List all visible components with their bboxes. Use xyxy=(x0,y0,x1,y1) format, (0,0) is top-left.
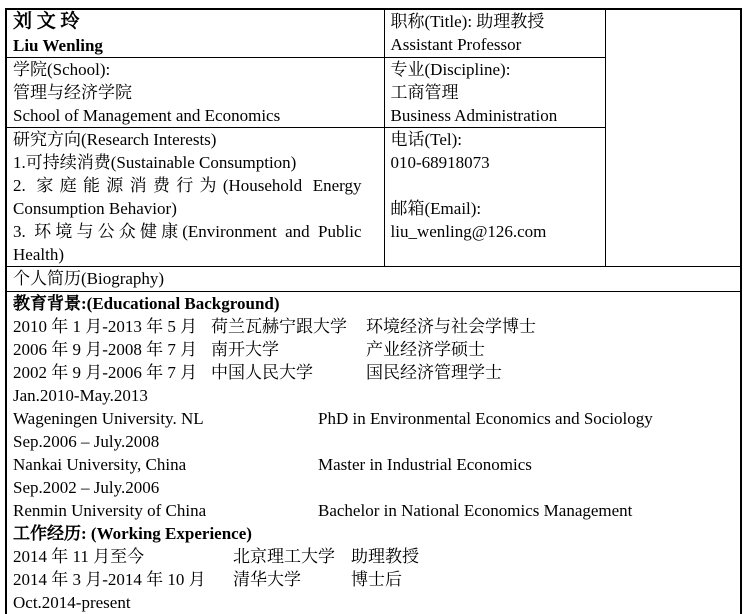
school-name-english: School of Management and Economics xyxy=(13,106,281,125)
education-dates: 2010 年 1 月-2013 年 5 月 xyxy=(13,317,198,336)
education-entry-cn xyxy=(13,361,734,384)
work-dates: 2014 年 3 月-2014 年 10 月 xyxy=(13,570,206,589)
work-institution: 清华大学 xyxy=(233,570,301,589)
work-entry xyxy=(13,568,734,591)
school-label: 学院(School): xyxy=(13,60,111,79)
profile-table xyxy=(5,8,742,614)
research-interest-item: 2. 家庭能源消费行为(Household Energy Consumption Behavior) xyxy=(13,176,362,218)
education-entry-en xyxy=(13,453,734,476)
education-degree: PhD in Environmental Economics and Sociology xyxy=(318,409,653,428)
discipline-english: Business Administration xyxy=(390,106,558,125)
title-line-english: Assistant Professor xyxy=(390,35,522,54)
education-institution: Nankai University, China xyxy=(13,455,187,474)
education-entry-en xyxy=(13,407,734,430)
name-chinese: 刘 文 玲 xyxy=(13,11,80,32)
school-cell xyxy=(6,58,384,128)
work-entry xyxy=(13,591,734,614)
research-interest-item: 3. 环境与公众健康(Environment and Public Health) xyxy=(13,222,362,264)
photo-placeholder-cell xyxy=(605,9,741,267)
discipline-cell xyxy=(384,58,605,128)
education-entry-en xyxy=(13,499,734,522)
education-dates: Sep.2006 – July.2008 xyxy=(13,432,160,451)
email-value: liu_wenling@126.com xyxy=(390,222,547,241)
education-degree: 环境经济与社会学博士 xyxy=(366,317,536,336)
name-english: Liu Wenling xyxy=(13,36,103,55)
biography-header: 个人简历(Biography) xyxy=(13,269,165,288)
work-institution: 北京理工大学 xyxy=(233,547,335,566)
education-institution: Wageningen University. NL xyxy=(13,409,204,428)
education-entry-en xyxy=(13,384,734,407)
tel-label: 电话(Tel): xyxy=(390,130,463,149)
discipline-label: 专业(Discipline): xyxy=(390,60,511,79)
work-dates: Oct.2014-present xyxy=(13,593,131,612)
work-position: 博士后 xyxy=(351,570,402,589)
education-dates: Sep.2002 – July.2006 xyxy=(13,478,160,497)
education-dates: Jan.2010-May.2013 xyxy=(13,386,148,405)
education-entry-en xyxy=(13,476,734,499)
research-interest-item: 1.可持续消费(Sustainable Consumption) xyxy=(13,153,297,172)
education-section-header: 教育背景:(Educational Background) xyxy=(13,294,280,313)
research-interests-cell xyxy=(6,128,384,267)
work-section-header: 工作经历: (Working Experience) xyxy=(13,524,252,543)
education-entry-en xyxy=(13,430,734,453)
education-dates: 2006 年 9 月-2008 年 7 月 xyxy=(13,340,198,359)
discipline-chinese: 工商管理 xyxy=(390,83,459,102)
education-institution: 南开大学 xyxy=(211,340,279,359)
education-degree: Bachelor in National Economics Management xyxy=(318,501,633,520)
education-degree: 国民经济管理学士 xyxy=(366,363,502,382)
education-degree: Master in Industrial Economics xyxy=(318,455,532,474)
education-institution: 荷兰瓦赫宁跟大学 xyxy=(211,317,347,336)
school-name-chinese: 管理与经济学院 xyxy=(13,83,132,102)
education-entry-cn xyxy=(13,338,734,361)
biography-body-cell xyxy=(6,292,741,614)
blank-line xyxy=(391,174,599,197)
work-dates: 2014 年 11 月至今 xyxy=(13,547,145,566)
work-entry xyxy=(13,545,734,568)
education-entry-cn xyxy=(13,315,734,338)
work-position: 助理教授 xyxy=(351,547,419,566)
email-label: 邮箱(Email): xyxy=(390,199,482,218)
name-cell xyxy=(6,9,384,58)
research-interests-header: 研究方向(Research Interests) xyxy=(13,130,217,149)
contact-cell xyxy=(384,128,605,267)
biography-header-cell xyxy=(6,267,741,292)
education-dates: 2002 年 9 月-2006 年 7 月 xyxy=(13,363,198,382)
education-degree: 产业经济学硕士 xyxy=(366,340,485,359)
title-line-chinese: 职称(Title): 助理教授 xyxy=(390,12,545,31)
title-cell xyxy=(384,9,605,58)
education-institution: 中国人民大学 xyxy=(211,363,313,382)
tel-value: 010-68918073 xyxy=(390,153,490,172)
education-institution: Renmin University of China xyxy=(13,501,207,520)
